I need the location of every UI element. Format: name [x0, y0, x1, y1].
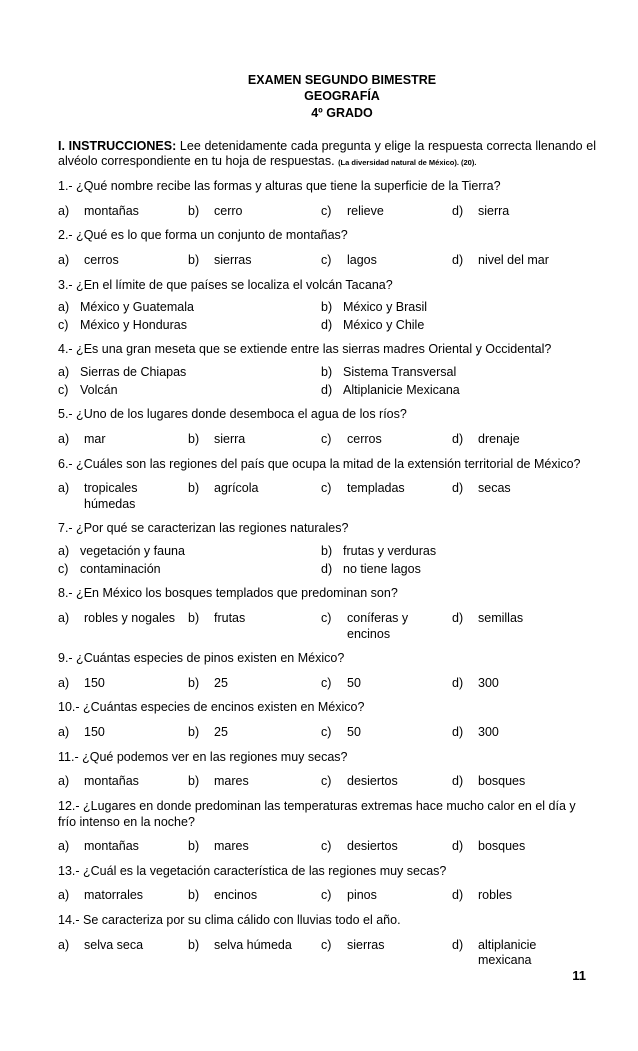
answer-option	[321, 383, 592, 399]
option-text: cerros	[84, 252, 119, 267]
option-text: mar	[84, 431, 106, 446]
exam-header	[88, 72, 596, 121]
option-letter: b)	[188, 481, 200, 496]
option-text: semillas	[478, 610, 524, 625]
option-letter: d)	[452, 675, 464, 690]
answer-option	[58, 562, 321, 578]
answer-option	[58, 676, 188, 692]
option-letter: c)	[321, 610, 332, 625]
page-number: 11	[572, 968, 586, 983]
option-text: montañas	[84, 774, 139, 789]
option-text: 150	[84, 675, 105, 690]
answer-option	[452, 676, 592, 692]
answer-options	[58, 888, 596, 904]
answer-option	[321, 562, 592, 578]
option-letter: a)	[58, 774, 70, 789]
option-text: mares	[214, 774, 249, 789]
option-text: sierras	[347, 937, 385, 952]
option-letter: b)	[188, 252, 200, 267]
question-text: 5.- ¿Uno de los lugares donde desemboca el agua de los ríos?	[58, 407, 407, 422]
option-text: Volcán	[80, 382, 118, 397]
option-letter: a)	[58, 839, 70, 854]
option-text: bosques	[478, 774, 526, 789]
option-text: secas	[478, 481, 511, 496]
question-text: 3.- ¿En el límite de que países se localiza el volcán Tacana?	[58, 277, 393, 292]
option-text: altiplanicie mexicana	[478, 937, 537, 968]
option-text: desiertos	[347, 774, 398, 789]
option-text: 300	[478, 725, 499, 739]
question-text: 2.- ¿Qué es lo que forma un conjunto de montañas?	[58, 228, 348, 243]
question-text: 10.- ¿Cuántas especies de encinos existen en México?	[58, 700, 365, 715]
answer-option	[188, 938, 321, 969]
question-text: 1.- ¿Qué nombre recibe las formas y alturas que tiene la superficie de la Tierra?	[58, 179, 501, 193]
instructions-text: Lee detenidamente cada pregunta y elige la respuesta correcta llenando el alvéolo correspondiente en tu hoja de respuestas.	[58, 138, 597, 169]
answer-options	[58, 839, 596, 855]
option-letter: a)	[58, 675, 70, 690]
option-letter: b)	[188, 839, 200, 854]
option-text: México y Chile	[343, 317, 425, 332]
option-text: coníferas y encinos	[347, 610, 409, 641]
answer-option	[321, 432, 452, 448]
option-letter: d)	[452, 203, 464, 218]
option-text: robles y nogales	[84, 610, 176, 625]
question-text: 8.- ¿En México los bosques templados que predominan son?	[58, 586, 398, 601]
answer-options	[58, 481, 596, 512]
option-text: selva seca	[84, 937, 144, 952]
option-letter: d)	[452, 937, 464, 952]
option-letter: c)	[58, 317, 69, 332]
answer-option	[452, 611, 592, 642]
answer-option	[321, 253, 452, 269]
answer-option	[188, 774, 321, 790]
instructions-label: I. INSTRUCCIONES:	[58, 138, 177, 153]
question-text: 6.- ¿Cuáles son las regiones del país que ocupa la mitad de la extensión territorial de México?	[58, 456, 581, 471]
option-text: tropicales húmedas	[84, 481, 138, 511]
answer-option	[452, 938, 592, 969]
option-letter: d)	[321, 317, 333, 332]
answer-option	[321, 611, 452, 642]
option-letter: c)	[321, 937, 332, 952]
option-letter: c)	[321, 774, 332, 789]
question-text: 7.- ¿Por qué se caracterizan las regiones naturales?	[58, 521, 349, 536]
option-letter: a)	[58, 203, 70, 218]
answer-option	[452, 432, 592, 448]
answer-option	[188, 676, 321, 692]
option-text: frutas	[214, 610, 246, 625]
option-text: nivel del mar	[478, 252, 549, 267]
question-text: 11.- ¿Qué podemos ver en las regiones muy secas?	[58, 749, 348, 764]
answer-option	[58, 611, 188, 642]
option-letter: c)	[321, 725, 332, 739]
option-text: 50	[347, 675, 361, 690]
option-letter: d)	[321, 382, 333, 397]
answer-option	[58, 481, 188, 512]
option-letter: d)	[452, 252, 464, 267]
option-text: México y Brasil	[343, 300, 428, 315]
answer-option	[321, 544, 592, 560]
question-text: 4.- ¿Es una gran meseta que se extiende entre las sierras madres Oriental y Occidental?	[58, 342, 552, 357]
answer-options	[58, 204, 596, 220]
option-letter: b)	[188, 888, 200, 903]
question-text: 12.- ¿Lugares en donde predominan las temperaturas extremas hace mucho calor en el día y frío intenso en la noche?	[58, 798, 576, 829]
option-text: lagos	[347, 252, 377, 267]
option-letter: c)	[321, 675, 332, 690]
subject-title: GEOGRAFÍA	[304, 89, 380, 104]
question-text: 13.- ¿Cuál es la vegetación característica de las regiones muy secas?	[58, 863, 447, 878]
option-text: Sistema Transversal	[343, 365, 457, 379]
option-letter: b)	[188, 431, 200, 446]
option-letter: d)	[452, 725, 464, 739]
option-letter: b)	[321, 544, 333, 558]
answer-option	[321, 318, 592, 334]
option-text: Sierras de Chiapas	[80, 365, 187, 379]
answer-option	[452, 253, 592, 269]
answer-options	[58, 611, 596, 642]
option-text: bosques	[478, 839, 526, 854]
option-letter: c)	[58, 561, 69, 576]
option-text: montañas	[84, 839, 139, 854]
option-letter: c)	[321, 888, 332, 903]
option-text: Altiplanicie Mexicana	[343, 382, 460, 397]
answer-options	[58, 774, 596, 790]
instructions-note: (La diversidad natural de México). (20).	[338, 158, 477, 168]
answer-option	[58, 839, 188, 855]
answer-option	[58, 365, 321, 381]
option-letter: d)	[452, 431, 464, 446]
option-letter: a)	[58, 725, 70, 739]
answer-options	[58, 676, 596, 692]
question-text: 14.- Se caracteriza por su clima cálido con lluvias todo el año.	[58, 913, 401, 927]
option-letter: a)	[58, 610, 70, 625]
answer-options	[58, 544, 596, 577]
answer-option	[321, 481, 452, 512]
option-letter: a)	[58, 888, 70, 903]
answer-option	[58, 725, 188, 741]
option-text: matorrales	[84, 888, 144, 903]
answer-option	[188, 481, 321, 512]
option-text: relieve	[347, 203, 384, 218]
option-letter: a)	[58, 252, 70, 267]
option-letter: c)	[321, 839, 332, 854]
option-text: pinos	[347, 888, 377, 903]
option-letter: c)	[321, 252, 332, 267]
answer-option	[452, 204, 592, 220]
answer-option	[321, 204, 452, 220]
option-letter: a)	[58, 937, 70, 952]
answer-option	[58, 938, 188, 969]
option-letter: c)	[321, 481, 332, 496]
question-list	[58, 179, 596, 969]
option-text: encinos	[214, 888, 258, 903]
option-letter: b)	[188, 675, 200, 690]
option-letter: b)	[188, 774, 200, 789]
option-letter: b)	[188, 610, 200, 625]
answer-option	[321, 365, 592, 381]
option-text: mares	[214, 839, 249, 854]
answer-option	[321, 676, 452, 692]
option-letter: c)	[58, 382, 69, 397]
option-text: México y Guatemala	[80, 300, 194, 315]
option-letter: b)	[188, 725, 200, 739]
option-text: sierras	[214, 252, 252, 267]
answer-option	[188, 839, 321, 855]
option-text: 50	[347, 725, 361, 739]
option-letter: a)	[58, 481, 70, 496]
answer-option	[452, 888, 592, 904]
option-text: desiertos	[347, 839, 398, 854]
answer-option	[58, 318, 321, 334]
answer-option	[188, 253, 321, 269]
answer-option	[58, 253, 188, 269]
answer-option	[321, 938, 452, 969]
option-letter: a)	[58, 365, 70, 379]
option-letter: b)	[321, 300, 333, 315]
option-letter: d)	[452, 610, 464, 625]
exam-title: EXAMEN SEGUNDO BIMESTRE	[247, 73, 437, 87]
answer-option	[58, 774, 188, 790]
answer-option	[188, 888, 321, 904]
option-letter: b)	[188, 203, 200, 218]
answer-options	[58, 365, 596, 398]
question-text: 9.- ¿Cuántas especies de pinos existen en México?	[58, 651, 345, 666]
option-letter: c)	[321, 431, 332, 446]
answer-options	[58, 938, 596, 969]
option-letter: d)	[452, 888, 464, 903]
answer-option	[321, 839, 452, 855]
answer-option	[58, 300, 321, 316]
answer-options	[58, 725, 596, 741]
option-text: 25	[214, 725, 228, 739]
grade-title: 4º GRADO	[311, 105, 373, 120]
instructions	[58, 139, 596, 170]
option-letter: b)	[188, 937, 200, 952]
answer-options	[58, 432, 596, 448]
answer-options	[58, 253, 596, 269]
option-letter: b)	[321, 365, 333, 379]
option-text: cerros	[347, 431, 382, 446]
answer-option	[58, 383, 321, 399]
option-text: cerro	[214, 203, 243, 218]
option-text: 300	[478, 675, 499, 690]
option-text: templadas	[347, 481, 405, 496]
option-text: 150	[84, 725, 105, 739]
option-letter: c)	[321, 203, 332, 218]
option-text: drenaje	[478, 431, 520, 446]
option-text: selva húmeda	[214, 937, 292, 952]
option-text: agrícola	[214, 481, 259, 496]
answer-option	[188, 204, 321, 220]
answer-options	[58, 300, 596, 333]
answer-option	[188, 725, 321, 741]
option-text: no tiene lagos	[343, 561, 421, 576]
option-text: contaminación	[80, 561, 161, 576]
answer-option	[452, 481, 592, 512]
option-letter: d)	[452, 774, 464, 789]
answer-option	[452, 725, 592, 741]
answer-option	[321, 725, 452, 741]
option-text: sierra	[478, 203, 510, 218]
answer-option	[58, 432, 188, 448]
option-text: montañas	[84, 203, 139, 218]
option-letter: a)	[58, 431, 70, 446]
option-text: frutas y verduras	[343, 544, 437, 558]
answer-option	[188, 432, 321, 448]
option-letter: d)	[452, 839, 464, 854]
option-text: vegetación y fauna	[80, 544, 185, 558]
answer-option	[321, 300, 592, 316]
answer-option	[58, 544, 321, 560]
answer-option	[452, 839, 592, 855]
answer-option	[58, 888, 188, 904]
option-letter: d)	[452, 481, 464, 496]
option-text: sierra	[214, 431, 246, 446]
answer-option	[321, 888, 452, 904]
answer-option	[188, 611, 321, 642]
option-letter: d)	[321, 561, 333, 576]
answer-option	[321, 774, 452, 790]
option-text: 25	[214, 675, 228, 690]
option-text: México y Honduras	[80, 317, 187, 332]
answer-option	[452, 774, 592, 790]
option-text: robles	[478, 888, 513, 903]
answer-option	[58, 204, 188, 220]
option-letter: a)	[58, 300, 70, 315]
option-letter: a)	[58, 544, 70, 558]
